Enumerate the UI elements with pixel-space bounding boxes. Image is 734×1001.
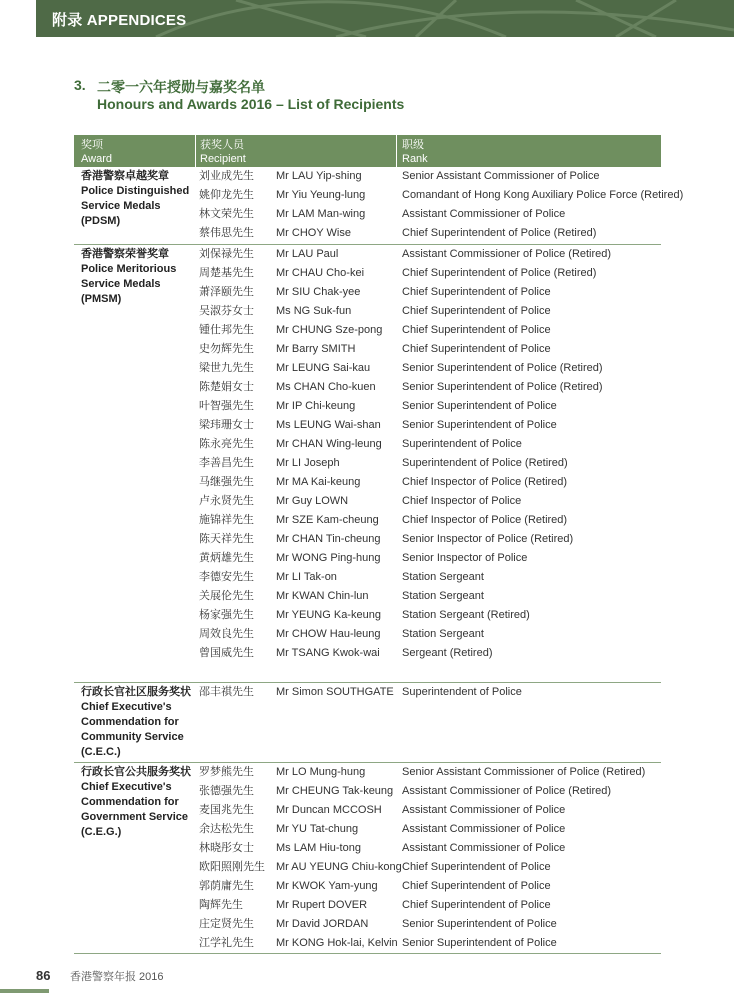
recipient-rank: Senior Assistant Commissioner of Police (Retired) (402, 766, 646, 778)
award-name-line: Chief Executive's (81, 701, 172, 713)
table-row (199, 186, 684, 205)
recipient-name-en: Mr CHAN Tin-cheung (276, 533, 381, 545)
publication-title: 香港警察年报 2016 (70, 971, 164, 983)
recipient-name-zh: 刘保禄先生 (199, 248, 254, 260)
recipient-name-en: Mr LI Joseph (276, 457, 340, 469)
recipient-name-zh: 张德强先生 (199, 785, 254, 797)
recipient-name-zh: 黄炳雄先生 (199, 552, 254, 564)
recipient-name-zh: 庄定贤先生 (199, 918, 254, 930)
recipient-name-en: Mr Simon SOUTHGATE (276, 686, 394, 698)
rank-header-zh: 职级 (402, 139, 424, 151)
table-row (199, 530, 661, 549)
table-row (199, 492, 661, 511)
award-group (74, 245, 661, 683)
table-row (199, 801, 661, 820)
recipient-rank: Senior Superintendent of Police (402, 918, 557, 930)
recipient-name-zh: 杨家强先生 (199, 609, 254, 621)
rank-column-header (402, 138, 428, 166)
recipient-name-zh: 梁世九先生 (199, 362, 254, 374)
award-name-line: 香港警察荣誉奖章 (81, 248, 169, 260)
award-name (81, 765, 193, 840)
recipient-name-en: Ms LEUNG Wai-shan (276, 419, 381, 431)
recipient-rank: Assistant Commissioner of Police (402, 804, 566, 816)
appendices-title: 附录 APPENDICES (52, 12, 187, 29)
recipient-name-zh: 叶智强先生 (199, 400, 254, 412)
recipient-rank: Assistant Commissioner of Police (Retired) (402, 785, 612, 797)
award-column-header (81, 138, 112, 166)
recipient-rank: Station Sergeant (Retired) (402, 609, 530, 621)
recipient-name-zh: 曾国威先生 (199, 647, 254, 659)
recipient-rank: Assistant Commissioner of Police (402, 842, 566, 854)
recipient-rank: Senior Superintendent of Police (402, 419, 557, 431)
table-row (199, 606, 661, 625)
recipient-name-en: Mr IP Chi-keung (276, 400, 356, 412)
recipient-name-en: Mr KWOK Yam-yung (276, 880, 378, 892)
table-row (199, 473, 661, 492)
rank-header-en: Rank (402, 153, 428, 165)
award-name (81, 169, 193, 229)
recipient-rank: Senior Superintendent of Police (402, 937, 557, 949)
recipient-rank: Chief Superintendent of Police (402, 286, 551, 298)
section-number: 3. (74, 77, 86, 93)
table-row (199, 340, 661, 359)
recipient-name-zh: 郭荫庸先生 (199, 880, 254, 892)
recipient-name-zh: 梁玮珊女士 (199, 419, 254, 431)
section-title-en: Honours and Awards 2016 – List of Recipients (97, 96, 405, 112)
table-row (199, 587, 661, 606)
recipient-list (199, 245, 661, 663)
recipient-rank: Chief Inspector of Police (Retired) (402, 476, 568, 488)
recipient-name-zh: 欧阳照刚先生 (199, 861, 265, 873)
recipient-name-zh: 李德安先生 (199, 571, 254, 583)
award-name-line: Government Service (81, 811, 188, 823)
recipient-name-zh: 卢永贤先生 (199, 495, 254, 507)
award-name-line: Commendation for (81, 796, 179, 808)
recipient-name-en: Mr KWAN Chin-lun (276, 590, 369, 602)
recipient-name-en: Mr LAU Paul (276, 248, 339, 260)
recipient-rank: Senior Assistant Commissioner of Police (402, 170, 600, 182)
recipient-rank: Chief Superintendent of Police (402, 343, 551, 355)
table-row (199, 549, 661, 568)
table-row (199, 568, 661, 587)
recipient-name-en: Mr Barry SMITH (276, 343, 356, 355)
award-name-line: Chief Executive's (81, 781, 172, 793)
table-row (199, 877, 661, 896)
recipient-name-en: Ms NG Suk-fun (276, 305, 352, 317)
recipient-name-en: Mr KONG Hok-lai, Kelvin (276, 937, 398, 949)
recipient-name-zh: 李善昌先生 (199, 457, 254, 469)
recipient-name-zh: 周楚基先生 (199, 267, 254, 279)
recipient-name-en: Mr AU YEUNG Chiu-kong (276, 861, 402, 873)
recipient-rank: Chief Superintendent of Police (402, 305, 551, 317)
recipient-name-zh: 陶辉先生 (199, 899, 243, 911)
table-row (199, 283, 661, 302)
recipient-rank: Comandant of Hong Kong Auxiliary Police Force (Retired) (402, 189, 684, 201)
table-row (199, 644, 661, 663)
award-name-line: (C.E.C.) (81, 746, 121, 758)
recipient-name-en: Mr CHOY Wise (276, 227, 351, 239)
table-body (74, 167, 684, 954)
award-name-line: Service Medals (81, 278, 161, 290)
table-row (199, 625, 661, 644)
award-name-line: 行政长官社区服务奖状 (81, 686, 191, 698)
award-name (81, 247, 193, 307)
award-name (81, 685, 193, 760)
recipient-name-en: Mr Guy LOWN (276, 495, 349, 507)
recipient-header-zh: 获奖人员 (200, 139, 244, 151)
table-row (199, 763, 661, 782)
recipient-rank: Assistant Commissioner of Police (402, 208, 566, 220)
section-title-zh: 二零一六年授勋与嘉奖名单 (97, 79, 265, 95)
recipient-name-zh: 萧泽颐先生 (199, 286, 254, 298)
award-name-line: 行政长官公共服务奖状 (81, 766, 191, 778)
recipient-name-en: Mr LAU Yip-shing (276, 170, 362, 182)
table-header (74, 135, 661, 167)
recipient-name-zh: 锺仕邦先生 (199, 324, 254, 336)
recipient-name-en: Mr YEUNG Ka-keung (276, 609, 381, 621)
award-group (74, 683, 661, 763)
recipient-name-en: Mr TSANG Kwok-wai (276, 647, 380, 659)
table-row (199, 321, 661, 340)
recipient-rank: Assistant Commissioner of Police (Retired) (402, 248, 612, 260)
award-name-line: (C.E.G.) (81, 826, 122, 838)
recipient-list (199, 763, 661, 953)
recipient-rank: Chief Superintendent of Police (Retired) (402, 227, 597, 239)
award-name-line: 香港警察卓越奖章 (81, 170, 169, 182)
footer-accent-bar (0, 989, 49, 993)
recipient-rank: Senior Superintendent of Police (Retired) (402, 362, 603, 374)
recipient-name-en: Mr LAM Man-wing (276, 208, 366, 220)
recipient-rank: Superintendent of Police (402, 438, 522, 450)
recipient-name-en: Mr LO Mung-hung (276, 766, 366, 778)
recipient-rank: Chief Superintendent of Police (402, 861, 551, 873)
recipient-name-en: Mr CHOW Hau-leung (276, 628, 381, 640)
award-name-line: Commendation for (81, 716, 179, 728)
recipient-rank: Chief Inspector of Police (Retired) (402, 514, 568, 526)
recipient-name-en: Ms LAM Hiu-tong (276, 842, 361, 854)
recipient-name-en: Mr LI Tak-on (276, 571, 337, 583)
column-divider (396, 135, 397, 167)
recipient-name-en: Mr Yiu Yeung-lung (276, 189, 366, 201)
table-row (199, 167, 661, 186)
recipient-rank: Station Sergeant (402, 628, 484, 640)
table-row (199, 839, 661, 858)
recipient-name-zh: 周效良先生 (199, 628, 254, 640)
award-group (74, 167, 684, 245)
recipient-rank: Senior Superintendent of Police (402, 400, 557, 412)
recipient-rank: Station Sergeant (402, 571, 484, 583)
recipient-name-en: Mr YU Tat-chung (276, 823, 359, 835)
recipient-name-zh: 刘业成先生 (199, 170, 254, 182)
column-divider (195, 135, 196, 167)
recipient-name-zh: 江学礼先生 (199, 937, 254, 949)
recipient-name-en: Mr SZE Kam-cheung (276, 514, 379, 526)
recipient-name-zh: 麦国兆先生 (199, 804, 254, 816)
table-row (199, 397, 661, 416)
recipient-name-en: Mr Duncan MCCOSH (276, 804, 382, 816)
recipient-name-en: Mr CHEUNG Tak-keung (276, 785, 394, 797)
recipient-name-zh: 陈楚娟女士 (199, 381, 254, 393)
recipient-list (199, 167, 684, 243)
recipient-rank: Senior Inspector of Police (Retired) (402, 533, 574, 545)
recipient-rank: Superintendent of Police (Retired) (402, 457, 568, 469)
recipient-name-en: Ms CHAN Cho-kuen (276, 381, 376, 393)
recipient-name-zh: 陈永亮先生 (199, 438, 254, 450)
table-row (199, 205, 661, 224)
recipient-name-zh: 余达松先生 (199, 823, 254, 835)
page-number: 86 (36, 968, 51, 983)
award-name-line: Police Meritorious (81, 263, 177, 275)
table-row (199, 858, 661, 877)
award-header-zh: 奖项 (81, 139, 103, 151)
recipient-name-zh: 吴淑芬女士 (199, 305, 254, 317)
recipient-name-en: Mr Rupert DOVER (276, 899, 368, 911)
recipient-name-en: Mr CHAN Wing-leung (276, 438, 382, 450)
recipient-name-zh: 关展伦先生 (199, 590, 254, 602)
table-row (199, 435, 661, 454)
header-banner (36, 0, 734, 37)
recipient-name-zh: 罗梦熊先生 (199, 766, 254, 778)
table-row (199, 416, 661, 435)
table-row (199, 782, 661, 801)
table-row (199, 934, 661, 953)
recipient-rank: Assistant Commissioner of Police (402, 823, 566, 835)
recipient-rank: Chief Superintendent of Police (402, 899, 551, 911)
recipient-rank: Senior Inspector of Police (402, 552, 528, 564)
recipient-column-header (200, 138, 246, 166)
recipient-name-zh: 马继强先生 (199, 476, 254, 488)
recipient-name-zh: 林文荣先生 (199, 208, 254, 220)
table-row (199, 359, 661, 378)
award-name-line: (PDSM) (81, 215, 121, 227)
recipient-rank: Station Sergeant (402, 590, 484, 602)
award-name-line: Service Medals (81, 200, 161, 212)
recipient-name-en: Mr WONG Ping-hung (276, 552, 381, 564)
table-row (199, 683, 661, 702)
recipient-rank: Chief Superintendent of Police (402, 324, 551, 336)
recipient-name-zh: 陈天祥先生 (199, 533, 254, 545)
recipient-rank: Chief Inspector of Police (402, 495, 522, 507)
table-row (199, 224, 661, 243)
table-row (199, 264, 661, 283)
honours-table (74, 135, 684, 954)
recipient-header-en: Recipient (200, 153, 246, 165)
table-row (199, 302, 661, 321)
table-row (199, 378, 661, 397)
recipient-list (199, 683, 661, 702)
table-row (199, 454, 661, 473)
award-header-en: Award (81, 153, 112, 165)
recipient-name-zh: 蔡伟思先生 (199, 227, 254, 239)
recipient-name-en: Mr David JORDAN (276, 918, 369, 930)
award-name-line: Community Service (81, 731, 184, 743)
table-row (199, 511, 661, 530)
recipient-name-en: Mr CHAU Cho-kei (276, 267, 365, 279)
recipient-name-en: Mr MA Kai-keung (276, 476, 361, 488)
recipient-name-zh: 史勿辉先生 (199, 343, 254, 355)
recipient-name-en: Mr CHUNG Sze-pong (276, 324, 383, 336)
award-name-line: Police Distinguished (81, 185, 190, 197)
table-row (199, 820, 661, 839)
recipient-name-zh: 施锦祥先生 (199, 514, 254, 526)
table-row (199, 915, 661, 934)
recipient-rank: Sergeant (Retired) (402, 647, 493, 659)
recipient-name-en: Mr LEUNG Sai-kau (276, 362, 371, 374)
award-group (74, 763, 661, 954)
table-row (199, 896, 661, 915)
recipient-rank: Chief Superintendent of Police (402, 880, 551, 892)
recipient-rank: Chief Superintendent of Police (Retired) (402, 267, 597, 279)
recipient-name-zh: 姚仰龙先生 (199, 189, 254, 201)
recipient-rank: Senior Superintendent of Police (Retired) (402, 381, 603, 393)
recipient-name-zh: 林晓彤女士 (199, 842, 254, 854)
award-name-line: (PMSM) (81, 293, 122, 305)
recipient-name-en: Mr SIU Chak-yee (276, 286, 361, 298)
recipient-name-zh: 邵丰祺先生 (199, 686, 254, 698)
recipient-rank: Superintendent of Police (402, 686, 522, 698)
table-row (199, 245, 661, 264)
